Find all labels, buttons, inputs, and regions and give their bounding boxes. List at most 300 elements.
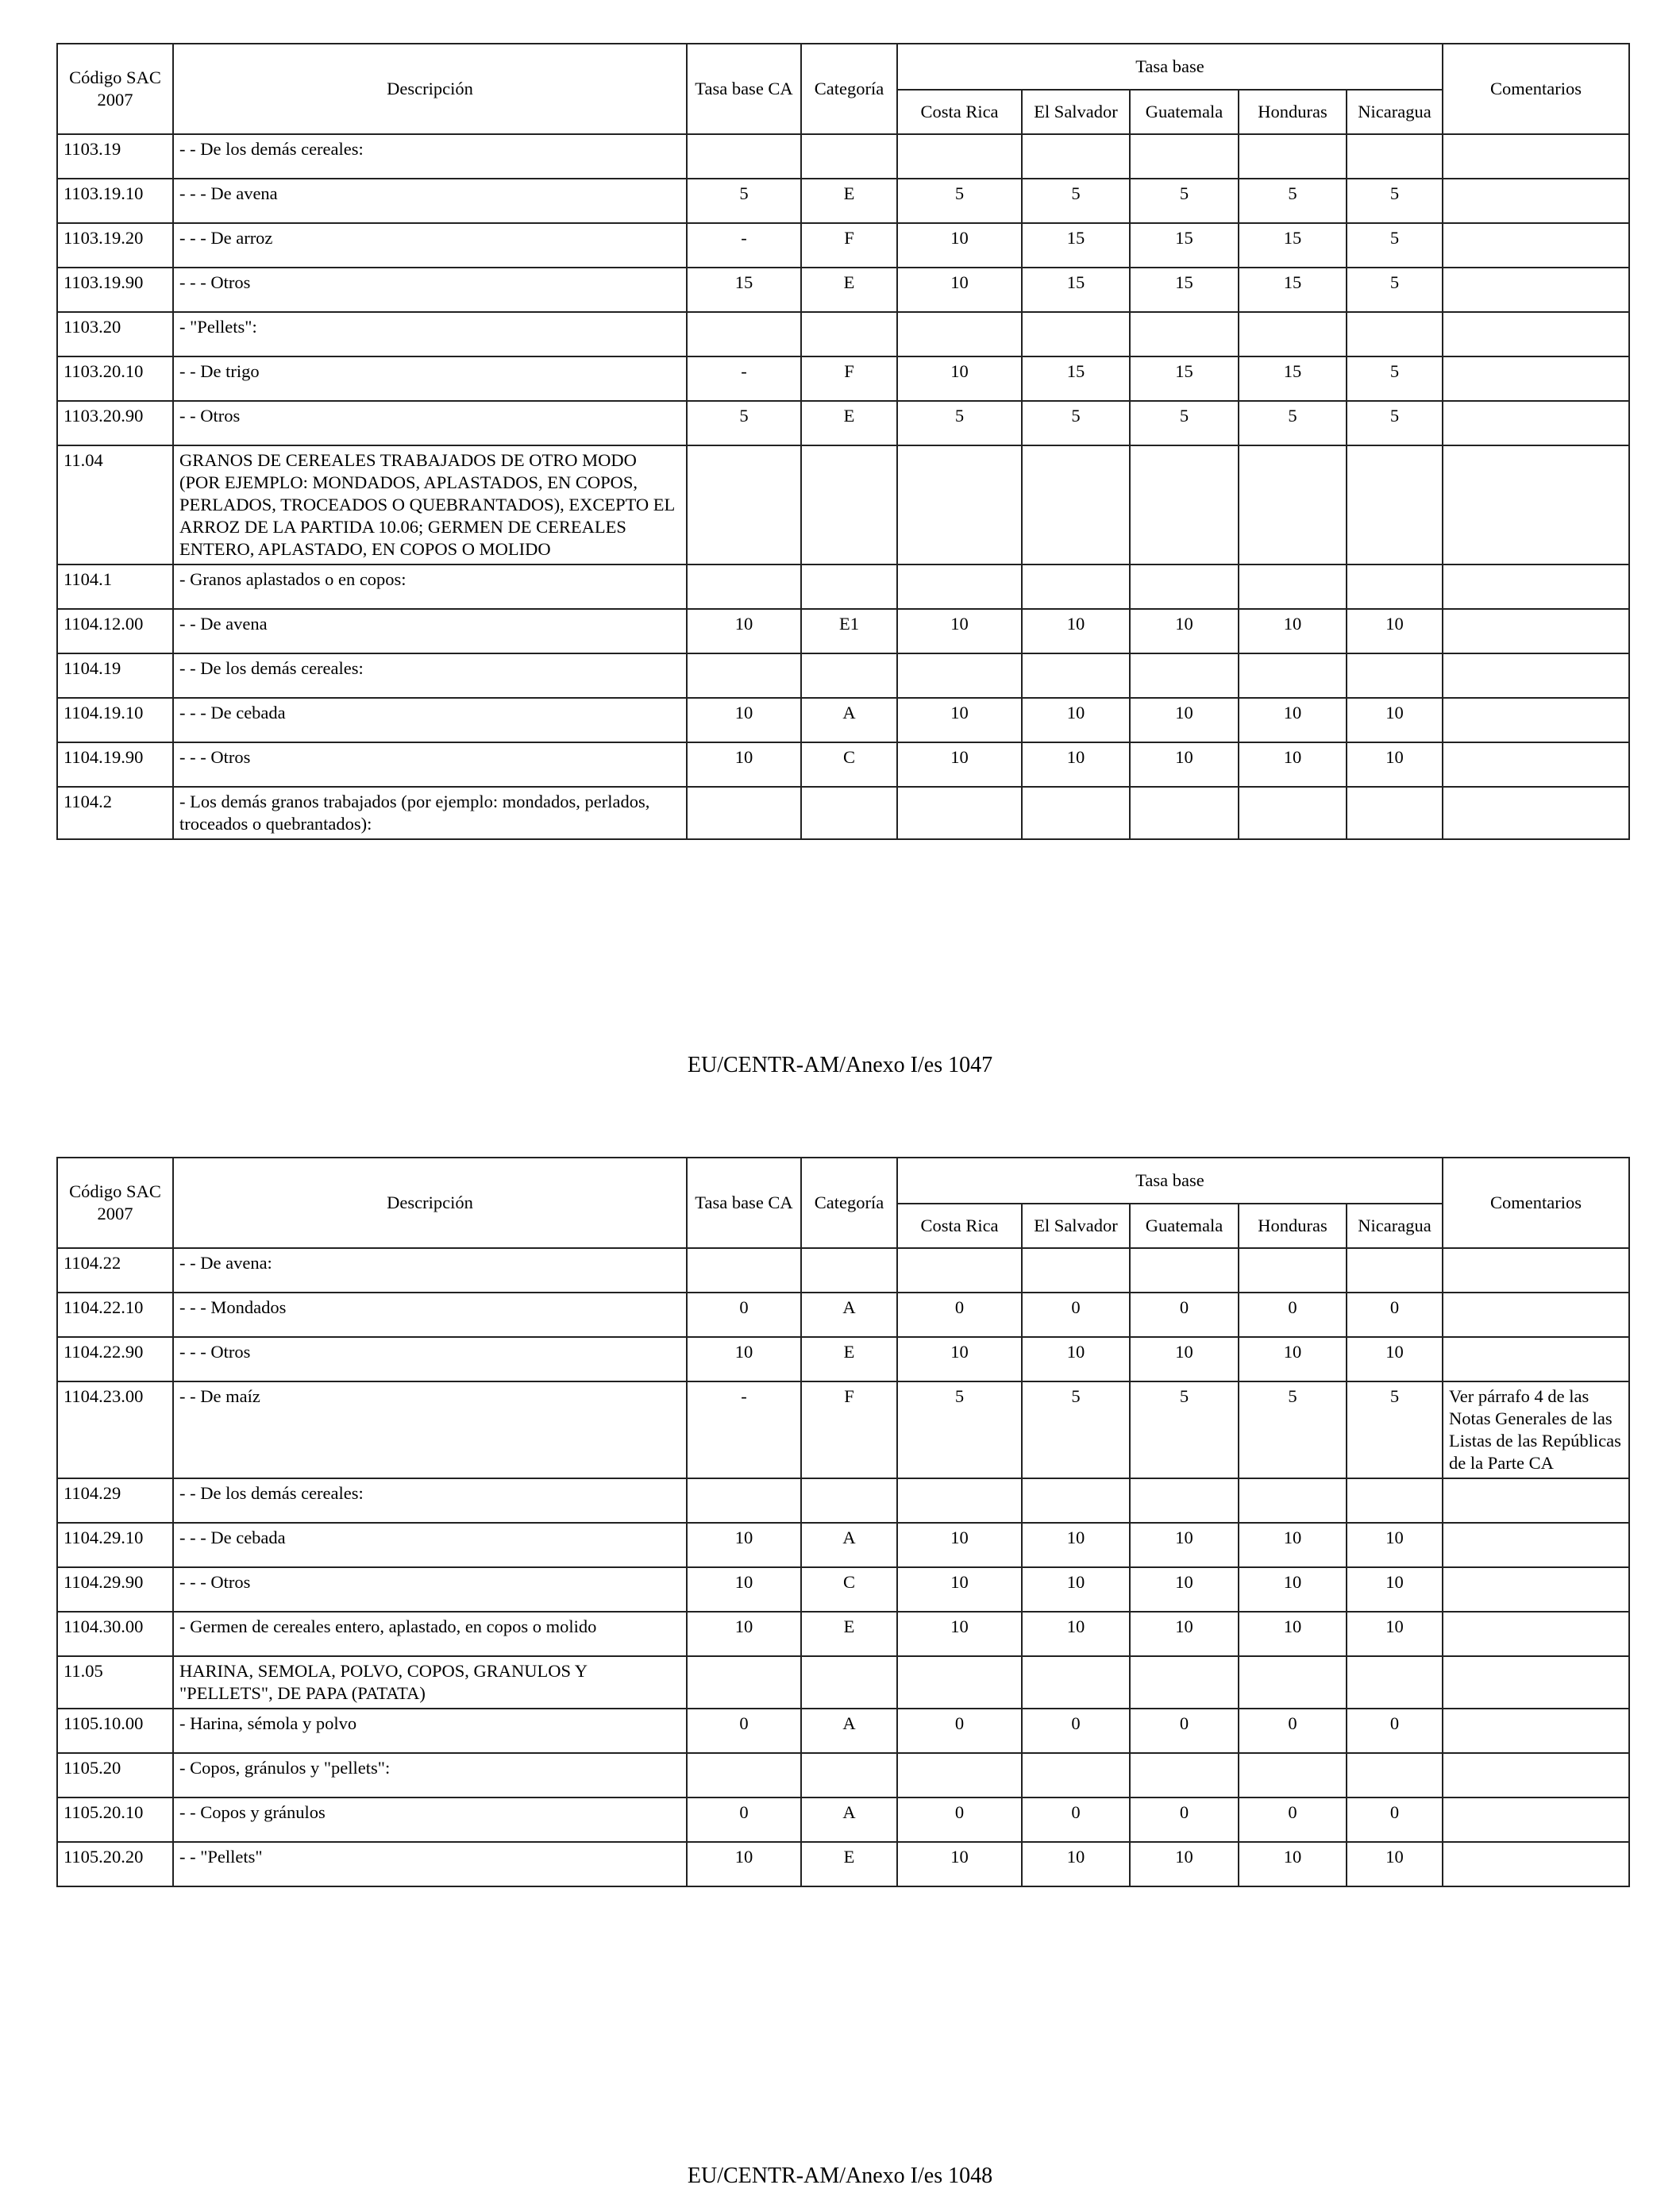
cell-el-salvador: 10 bbox=[1022, 742, 1130, 787]
cell-costa-rica: 10 bbox=[897, 609, 1022, 653]
page-footer-1048: EU/CENTR-AM/Anexo I/es 1048 bbox=[687, 2164, 993, 2188]
cell-guatemala: 10 bbox=[1130, 609, 1239, 653]
cell-costa-rica: 0 bbox=[897, 1709, 1022, 1753]
cell-base-rate-ca: 10 bbox=[687, 609, 801, 653]
cell-description: - "Pellets": bbox=[173, 312, 687, 356]
table-body bbox=[57, 134, 1629, 839]
cell-description: - - De avena: bbox=[173, 1248, 687, 1293]
cell-code: 1104.2 bbox=[57, 787, 173, 839]
cell-comments bbox=[1443, 742, 1629, 787]
cell-honduras: 0 bbox=[1239, 1797, 1347, 1842]
header-code: Código SAC 2007 bbox=[57, 44, 173, 134]
cell-guatemala: 10 bbox=[1130, 698, 1239, 742]
cell-comments bbox=[1443, 268, 1629, 312]
cell-base-rate-ca bbox=[687, 312, 801, 356]
cell-costa-rica bbox=[897, 653, 1022, 698]
cell-base-rate-ca bbox=[687, 787, 801, 839]
cell-comments: Ver párrafo 4 de las Notas Generales de las Listas de las Repúblicas de la Parte CA bbox=[1443, 1381, 1629, 1478]
table-row bbox=[57, 268, 1629, 312]
cell-el-salvador: 10 bbox=[1022, 1842, 1130, 1886]
cell-code: 1104.30.00 bbox=[57, 1612, 173, 1656]
cell-base-rate-ca: 5 bbox=[687, 179, 801, 223]
table-row bbox=[57, 1612, 1629, 1656]
cell-code: 1105.10.00 bbox=[57, 1709, 173, 1753]
cell-base-rate-ca: - bbox=[687, 356, 801, 401]
cell-nicaragua: 10 bbox=[1347, 1567, 1443, 1612]
table-row bbox=[57, 1797, 1629, 1842]
cell-comments bbox=[1443, 134, 1629, 179]
cell-base-rate-ca: 10 bbox=[687, 1612, 801, 1656]
table-row bbox=[57, 787, 1629, 839]
cell-category: C bbox=[801, 742, 897, 787]
cell-honduras: 10 bbox=[1239, 1612, 1347, 1656]
cell-base-rate-ca bbox=[687, 1478, 801, 1523]
table-row bbox=[57, 1248, 1629, 1293]
cell-category: E bbox=[801, 1612, 897, 1656]
cell-guatemala bbox=[1130, 1478, 1239, 1523]
cell-description: - - - De arroz bbox=[173, 223, 687, 268]
cell-comments bbox=[1443, 356, 1629, 401]
header-guatemala: Guatemala bbox=[1130, 90, 1239, 134]
cell-guatemala bbox=[1130, 312, 1239, 356]
cell-description: - Copos, gránulos y "pellets": bbox=[173, 1753, 687, 1797]
cell-guatemala bbox=[1130, 1753, 1239, 1797]
header-el-salvador: El Salvador bbox=[1022, 90, 1130, 134]
cell-code: 1104.1 bbox=[57, 564, 173, 609]
cell-guatemala: 10 bbox=[1130, 1612, 1239, 1656]
cell-description: - - Copos y gránulos bbox=[173, 1797, 687, 1842]
cell-code: 1105.20 bbox=[57, 1753, 173, 1797]
header-comments: Comentarios bbox=[1443, 1158, 1629, 1248]
cell-description: GRANOS DE CEREALES TRABAJADOS DE OTRO MODO (POR EJEMPLO: MONDADOS, APLASTADOS, EN COPOS, PERLADOS, TROCEADOS O QUEBRANTADOS), EXCEPTO EL ARROZ DE LA PARTIDA 10.06; GERMEN DE CEREALES ENTERO, APLASTADO, EN COPOS O MOLIDO bbox=[173, 445, 687, 564]
cell-base-rate-ca bbox=[687, 564, 801, 609]
cell-el-salvador: 5 bbox=[1022, 1381, 1130, 1478]
cell-nicaragua bbox=[1347, 564, 1443, 609]
cell-nicaragua: 10 bbox=[1347, 742, 1443, 787]
cell-costa-rica: 5 bbox=[897, 401, 1022, 445]
cell-code: 1105.20.20 bbox=[57, 1842, 173, 1886]
cell-nicaragua: 5 bbox=[1347, 268, 1443, 312]
cell-base-rate-ca bbox=[687, 1656, 801, 1709]
cell-nicaragua bbox=[1347, 312, 1443, 356]
cell-honduras bbox=[1239, 312, 1347, 356]
header-comments: Comentarios bbox=[1443, 44, 1629, 134]
cell-costa-rica: 0 bbox=[897, 1797, 1022, 1842]
cell-description: - - - Otros bbox=[173, 1567, 687, 1612]
cell-comments bbox=[1443, 609, 1629, 653]
header-code: Código SAC 2007 bbox=[57, 1158, 173, 1248]
cell-nicaragua: 10 bbox=[1347, 1842, 1443, 1886]
cell-comments bbox=[1443, 1523, 1629, 1567]
cell-category: F bbox=[801, 1381, 897, 1478]
cell-costa-rica bbox=[897, 445, 1022, 564]
cell-costa-rica: 10 bbox=[897, 1842, 1022, 1886]
cell-code: 1104.23.00 bbox=[57, 1381, 173, 1478]
cell-honduras bbox=[1239, 653, 1347, 698]
header-honduras: Honduras bbox=[1239, 1204, 1347, 1248]
cell-el-salvador: 15 bbox=[1022, 223, 1130, 268]
cell-nicaragua: 10 bbox=[1347, 1612, 1443, 1656]
cell-honduras: 5 bbox=[1239, 1381, 1347, 1478]
cell-base-rate-ca bbox=[687, 653, 801, 698]
cell-code: 1103.19.20 bbox=[57, 223, 173, 268]
cell-nicaragua bbox=[1347, 1478, 1443, 1523]
cell-comments bbox=[1443, 223, 1629, 268]
cell-description: - Granos aplastados o en copos: bbox=[173, 564, 687, 609]
cell-category: E bbox=[801, 1337, 897, 1381]
cell-costa-rica: 10 bbox=[897, 268, 1022, 312]
cell-el-salvador: 0 bbox=[1022, 1293, 1130, 1337]
cell-honduras: 5 bbox=[1239, 401, 1347, 445]
cell-costa-rica bbox=[897, 787, 1022, 839]
header-base-rate: Tasa base bbox=[897, 1158, 1443, 1204]
cell-guatemala bbox=[1130, 787, 1239, 839]
table-row bbox=[57, 1293, 1629, 1337]
cell-category: C bbox=[801, 1567, 897, 1612]
table-row bbox=[57, 742, 1629, 787]
cell-description: - Los demás granos trabajados (por ejemplo: mondados, perlados, troceados o quebrantados): bbox=[173, 787, 687, 839]
cell-comments bbox=[1443, 445, 1629, 564]
cell-code: 1103.19.10 bbox=[57, 179, 173, 223]
cell-base-rate-ca: 10 bbox=[687, 1842, 801, 1886]
cell-category bbox=[801, 445, 897, 564]
cell-base-rate-ca: - bbox=[687, 1381, 801, 1478]
cell-guatemala bbox=[1130, 653, 1239, 698]
cell-base-rate-ca: 10 bbox=[687, 1523, 801, 1567]
cell-nicaragua: 5 bbox=[1347, 401, 1443, 445]
cell-base-rate-ca: 0 bbox=[687, 1709, 801, 1753]
cell-costa-rica: 10 bbox=[897, 742, 1022, 787]
cell-honduras: 15 bbox=[1239, 356, 1347, 401]
table-row bbox=[57, 653, 1629, 698]
cell-el-salvador: 10 bbox=[1022, 1567, 1130, 1612]
cell-el-salvador bbox=[1022, 1753, 1130, 1797]
cell-comments bbox=[1443, 1337, 1629, 1381]
page-footer-1047: EU/CENTR-AM/Anexo I/es 1047 bbox=[687, 1053, 993, 1077]
cell-nicaragua: 0 bbox=[1347, 1709, 1443, 1753]
cell-costa-rica bbox=[897, 1478, 1022, 1523]
cell-costa-rica: 10 bbox=[897, 1523, 1022, 1567]
cell-nicaragua bbox=[1347, 445, 1443, 564]
table-row bbox=[57, 134, 1629, 179]
cell-code: 1103.19.90 bbox=[57, 268, 173, 312]
cell-guatemala: 10 bbox=[1130, 1337, 1239, 1381]
cell-costa-rica bbox=[897, 1753, 1022, 1797]
header-description: Descripción bbox=[173, 44, 687, 134]
cell-comments bbox=[1443, 1753, 1629, 1797]
cell-costa-rica bbox=[897, 564, 1022, 609]
cell-base-rate-ca bbox=[687, 1248, 801, 1293]
cell-guatemala: 0 bbox=[1130, 1797, 1239, 1842]
cell-code: 1103.20.90 bbox=[57, 401, 173, 445]
cell-comments bbox=[1443, 1612, 1629, 1656]
cell-guatemala: 15 bbox=[1130, 356, 1239, 401]
cell-category bbox=[801, 1248, 897, 1293]
cell-costa-rica bbox=[897, 1248, 1022, 1293]
cell-nicaragua bbox=[1347, 787, 1443, 839]
table-body bbox=[57, 1248, 1629, 1886]
cell-category: A bbox=[801, 1797, 897, 1842]
cell-el-salvador: 10 bbox=[1022, 609, 1130, 653]
cell-code: 1104.29.10 bbox=[57, 1523, 173, 1567]
cell-description: - - - De cebada bbox=[173, 1523, 687, 1567]
cell-guatemala: 10 bbox=[1130, 742, 1239, 787]
cell-el-salvador bbox=[1022, 312, 1130, 356]
header-honduras: Honduras bbox=[1239, 90, 1347, 134]
cell-nicaragua: 5 bbox=[1347, 356, 1443, 401]
table-row bbox=[57, 356, 1629, 401]
cell-description: - - De maíz bbox=[173, 1381, 687, 1478]
cell-el-salvador: 15 bbox=[1022, 268, 1130, 312]
cell-el-salvador bbox=[1022, 1656, 1130, 1709]
cell-costa-rica: 5 bbox=[897, 179, 1022, 223]
cell-category: E bbox=[801, 179, 897, 223]
cell-description: - - - Mondados bbox=[173, 1293, 687, 1337]
cell-el-salvador bbox=[1022, 564, 1130, 609]
cell-costa-rica: 10 bbox=[897, 1567, 1022, 1612]
cell-honduras bbox=[1239, 134, 1347, 179]
cell-description: - - - Otros bbox=[173, 1337, 687, 1381]
table-row bbox=[57, 609, 1629, 653]
cell-description: - - De trigo bbox=[173, 356, 687, 401]
cell-description: - - - De cebada bbox=[173, 698, 687, 742]
table-row bbox=[57, 1337, 1629, 1381]
table-row bbox=[57, 1381, 1629, 1478]
cell-el-salvador bbox=[1022, 445, 1130, 564]
cell-comments bbox=[1443, 653, 1629, 698]
cell-base-rate-ca: 10 bbox=[687, 1567, 801, 1612]
cell-code: 1104.19.90 bbox=[57, 742, 173, 787]
table-row bbox=[57, 1656, 1629, 1709]
cell-nicaragua bbox=[1347, 653, 1443, 698]
table-row bbox=[57, 564, 1629, 609]
cell-comments bbox=[1443, 179, 1629, 223]
cell-base-rate-ca bbox=[687, 134, 801, 179]
cell-honduras bbox=[1239, 564, 1347, 609]
cell-nicaragua: 0 bbox=[1347, 1797, 1443, 1842]
cell-honduras bbox=[1239, 787, 1347, 839]
cell-category: F bbox=[801, 356, 897, 401]
cell-base-rate-ca: 10 bbox=[687, 1337, 801, 1381]
cell-costa-rica: 5 bbox=[897, 1381, 1022, 1478]
cell-code: 1104.29 bbox=[57, 1478, 173, 1523]
cell-costa-rica bbox=[897, 312, 1022, 356]
table-row bbox=[57, 1478, 1629, 1523]
cell-nicaragua: 5 bbox=[1347, 1381, 1443, 1478]
cell-description: - - - Otros bbox=[173, 268, 687, 312]
cell-guatemala bbox=[1130, 134, 1239, 179]
cell-code: 1104.12.00 bbox=[57, 609, 173, 653]
table-row bbox=[57, 1842, 1629, 1886]
cell-code: 1104.22.10 bbox=[57, 1293, 173, 1337]
cell-comments bbox=[1443, 1478, 1629, 1523]
table-row bbox=[57, 1753, 1629, 1797]
cell-guatemala bbox=[1130, 564, 1239, 609]
cell-nicaragua: 5 bbox=[1347, 179, 1443, 223]
cell-category: E1 bbox=[801, 609, 897, 653]
cell-honduras bbox=[1239, 1248, 1347, 1293]
cell-el-salvador bbox=[1022, 1248, 1130, 1293]
cell-category: F bbox=[801, 223, 897, 268]
cell-el-salvador: 15 bbox=[1022, 356, 1130, 401]
cell-category bbox=[801, 1753, 897, 1797]
cell-honduras: 10 bbox=[1239, 742, 1347, 787]
cell-el-salvador bbox=[1022, 787, 1130, 839]
cell-guatemala bbox=[1130, 445, 1239, 564]
cell-honduras: 10 bbox=[1239, 1567, 1347, 1612]
cell-description: - - De los demás cereales: bbox=[173, 1478, 687, 1523]
cell-comments bbox=[1443, 564, 1629, 609]
header-nicaragua: Nicaragua bbox=[1347, 1204, 1443, 1248]
cell-honduras: 10 bbox=[1239, 1523, 1347, 1567]
cell-nicaragua: 10 bbox=[1347, 1337, 1443, 1381]
cell-category bbox=[801, 1656, 897, 1709]
tariff-table-page-1048 bbox=[56, 1157, 1630, 1887]
cell-el-salvador: 0 bbox=[1022, 1797, 1130, 1842]
cell-category: E bbox=[801, 401, 897, 445]
cell-category bbox=[801, 312, 897, 356]
cell-comments bbox=[1443, 1656, 1629, 1709]
cell-el-salvador: 5 bbox=[1022, 179, 1130, 223]
cell-comments bbox=[1443, 1293, 1629, 1337]
table-row bbox=[57, 698, 1629, 742]
table-row bbox=[57, 312, 1629, 356]
cell-base-rate-ca bbox=[687, 1753, 801, 1797]
cell-honduras: 10 bbox=[1239, 1842, 1347, 1886]
cell-el-salvador: 0 bbox=[1022, 1709, 1130, 1753]
cell-el-salvador: 10 bbox=[1022, 1337, 1130, 1381]
cell-category: A bbox=[801, 1523, 897, 1567]
cell-category: E bbox=[801, 1842, 897, 1886]
cell-comments bbox=[1443, 1567, 1629, 1612]
table-row bbox=[57, 1709, 1629, 1753]
cell-costa-rica: 10 bbox=[897, 1612, 1022, 1656]
table-row bbox=[57, 401, 1629, 445]
cell-nicaragua: 10 bbox=[1347, 609, 1443, 653]
cell-code: 1103.19 bbox=[57, 134, 173, 179]
cell-nicaragua bbox=[1347, 134, 1443, 179]
cell-costa-rica: 10 bbox=[897, 1337, 1022, 1381]
cell-category bbox=[801, 134, 897, 179]
cell-guatemala: 0 bbox=[1130, 1709, 1239, 1753]
cell-category: A bbox=[801, 698, 897, 742]
cell-el-salvador bbox=[1022, 1478, 1130, 1523]
cell-code: 1104.29.90 bbox=[57, 1567, 173, 1612]
cell-description: - - De los demás cereales: bbox=[173, 134, 687, 179]
cell-description: - - De avena bbox=[173, 609, 687, 653]
header-base-rate: Tasa base bbox=[897, 44, 1443, 90]
cell-guatemala: 5 bbox=[1130, 179, 1239, 223]
cell-comments bbox=[1443, 312, 1629, 356]
cell-honduras bbox=[1239, 1656, 1347, 1709]
cell-code: 1103.20 bbox=[57, 312, 173, 356]
cell-nicaragua bbox=[1347, 1248, 1443, 1293]
cell-description: - - - Otros bbox=[173, 742, 687, 787]
cell-guatemala: 5 bbox=[1130, 401, 1239, 445]
cell-honduras: 0 bbox=[1239, 1293, 1347, 1337]
cell-guatemala: 15 bbox=[1130, 223, 1239, 268]
cell-costa-rica: 10 bbox=[897, 356, 1022, 401]
cell-honduras: 0 bbox=[1239, 1709, 1347, 1753]
cell-comments bbox=[1443, 698, 1629, 742]
header-base-rate-ca: Tasa base CA bbox=[687, 1158, 801, 1248]
cell-category bbox=[801, 653, 897, 698]
cell-category: E bbox=[801, 268, 897, 312]
cell-nicaragua: 10 bbox=[1347, 1523, 1443, 1567]
cell-category: A bbox=[801, 1293, 897, 1337]
cell-guatemala: 15 bbox=[1130, 268, 1239, 312]
table-row bbox=[57, 1567, 1629, 1612]
cell-nicaragua bbox=[1347, 1656, 1443, 1709]
cell-honduras: 15 bbox=[1239, 223, 1347, 268]
cell-code: 1103.20.10 bbox=[57, 356, 173, 401]
cell-el-salvador bbox=[1022, 134, 1130, 179]
cell-guatemala: 5 bbox=[1130, 1381, 1239, 1478]
tariff-table-page-1047 bbox=[56, 43, 1630, 840]
cell-costa-rica: 10 bbox=[897, 698, 1022, 742]
cell-nicaragua bbox=[1347, 1753, 1443, 1797]
cell-description: HARINA, SEMOLA, POLVO, COPOS, GRANULOS Y "PELLETS", DE PAPA (PATATA) bbox=[173, 1656, 687, 1709]
cell-description: - - - De avena bbox=[173, 179, 687, 223]
cell-honduras: 15 bbox=[1239, 268, 1347, 312]
cell-honduras: 10 bbox=[1239, 609, 1347, 653]
cell-guatemala bbox=[1130, 1248, 1239, 1293]
cell-description: - Germen de cereales entero, aplastado, en copos o molido bbox=[173, 1612, 687, 1656]
cell-honduras: 5 bbox=[1239, 179, 1347, 223]
cell-nicaragua: 10 bbox=[1347, 698, 1443, 742]
cell-category: A bbox=[801, 1709, 897, 1753]
cell-comments bbox=[1443, 787, 1629, 839]
table-row bbox=[57, 223, 1629, 268]
cell-nicaragua: 5 bbox=[1347, 223, 1443, 268]
cell-base-rate-ca: 10 bbox=[687, 742, 801, 787]
header-guatemala: Guatemala bbox=[1130, 1204, 1239, 1248]
cell-base-rate-ca: 10 bbox=[687, 698, 801, 742]
cell-el-salvador: 10 bbox=[1022, 1523, 1130, 1567]
cell-category bbox=[801, 564, 897, 609]
cell-base-rate-ca: 5 bbox=[687, 401, 801, 445]
cell-el-salvador: 5 bbox=[1022, 401, 1130, 445]
header-costa-rica: Costa Rica bbox=[897, 1204, 1022, 1248]
cell-honduras: 10 bbox=[1239, 698, 1347, 742]
cell-guatemala: 10 bbox=[1130, 1842, 1239, 1886]
cell-code: 1104.19.10 bbox=[57, 698, 173, 742]
cell-costa-rica bbox=[897, 1656, 1022, 1709]
cell-base-rate-ca: 15 bbox=[687, 268, 801, 312]
cell-base-rate-ca bbox=[687, 445, 801, 564]
header-category: Categoría bbox=[801, 1158, 897, 1248]
cell-costa-rica bbox=[897, 134, 1022, 179]
cell-honduras bbox=[1239, 1753, 1347, 1797]
cell-el-salvador bbox=[1022, 653, 1130, 698]
cell-base-rate-ca: - bbox=[687, 223, 801, 268]
cell-guatemala: 10 bbox=[1130, 1523, 1239, 1567]
cell-description: - Harina, sémola y polvo bbox=[173, 1709, 687, 1753]
cell-code: 1105.20.10 bbox=[57, 1797, 173, 1842]
header-costa-rica: Costa Rica bbox=[897, 90, 1022, 134]
cell-base-rate-ca: 0 bbox=[687, 1293, 801, 1337]
cell-category bbox=[801, 1478, 897, 1523]
cell-comments bbox=[1443, 401, 1629, 445]
cell-honduras: 10 bbox=[1239, 1337, 1347, 1381]
table-row bbox=[57, 179, 1629, 223]
cell-guatemala: 0 bbox=[1130, 1293, 1239, 1337]
cell-comments bbox=[1443, 1797, 1629, 1842]
header-nicaragua: Nicaragua bbox=[1347, 90, 1443, 134]
cell-description: - - Otros bbox=[173, 401, 687, 445]
cell-honduras bbox=[1239, 1478, 1347, 1523]
cell-code: 11.05 bbox=[57, 1656, 173, 1709]
